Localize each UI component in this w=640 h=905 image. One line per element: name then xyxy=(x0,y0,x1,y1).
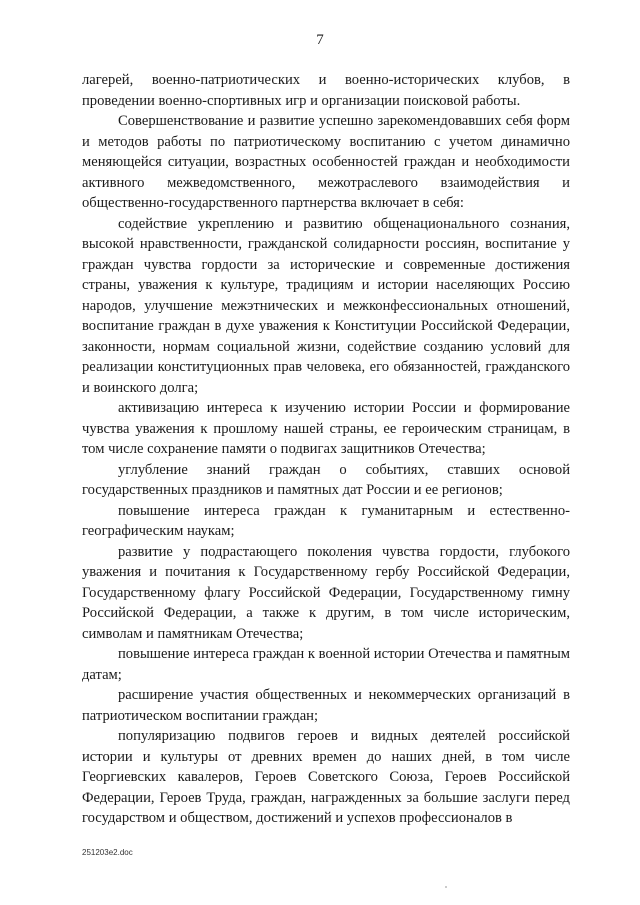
paragraph: содействие укреплению и развитию общенационального сознания, высокой нравственности, гражданской солидарности россиян, воспитание у граждан чувства гордости за исторические и современные достижения страны, уважения к культуре, традициям и истории населяющих Россию народов, улучшение межэтнических и межконфессиональных отношений, воспитание граждан в духе уважения к Конституции Российской Федерации, законности, нормам социальной жизни, содействие созданию условий для реализации конституционных прав человека, его обязанностей, гражданского и воинского долга; xyxy=(82,215,570,396)
paragraph: активизацию интереса к изучению истории России и формирование чувства уважения к прошлому нашей страны, ее героическим страницам, в том числе сохранение памяти о подвигах защитников Отечества; xyxy=(82,400,570,457)
paragraph: повышение интереса граждан к гуманитарным и естественно-географическим наукам; xyxy=(82,502,570,539)
paragraph: расширение участия общественных и некоммерческих организаций в патриотическом воспитании граждан; xyxy=(82,687,570,724)
paragraph: углубление знаний граждан о событиях, ставших основой государственных праздников и памятных дат России и ее регионов; xyxy=(82,461,570,498)
paragraph: развитие у подрастающего поколения чувства гордости, глубокого уважения и почитания к Государственному гербу Российской Федерации, Государственному флагу Российской Федерации, Государственному гимну Российской Федерации, а также к другим, в том числе историческим, символам и памятникам Отечества; xyxy=(82,543,570,642)
paragraph: лагерей, военно-патриотических и военно-исторических клубов, в проведении военно-спортивных игр и организации поисковой работы. xyxy=(82,72,570,109)
page-number: 7 xyxy=(316,32,324,48)
document-body xyxy=(82,70,570,829)
paragraph: повышение интереса граждан к военной истории Отечества и памятным датам; xyxy=(82,646,570,683)
scan-speck xyxy=(445,886,447,888)
paragraph: Совершенствование и развитие успешно зарекомендовавших себя форм и методов работы по патриотическому воспитанию с учетом динамично меняющейся ситуации, возрастных особенностей граждан и необходимости активного межведомственного, межотраслевого взаимодействия и общественно-государственного партнерства включает в себя: xyxy=(82,113,570,211)
file-reference: 251203e2.doc xyxy=(82,848,133,857)
paragraph: популяризацию подвигов героев и видных деятелей российской истории и культуры от древних времен до наших дней, в том числе Георгиевских кавалеров, Героев Советского Союза, Героев Российской Федерации, Героев Труда, граждан, награжденных за большие заслуги перед государством и обществом, достижений и успехов профессионалов в xyxy=(82,728,570,826)
